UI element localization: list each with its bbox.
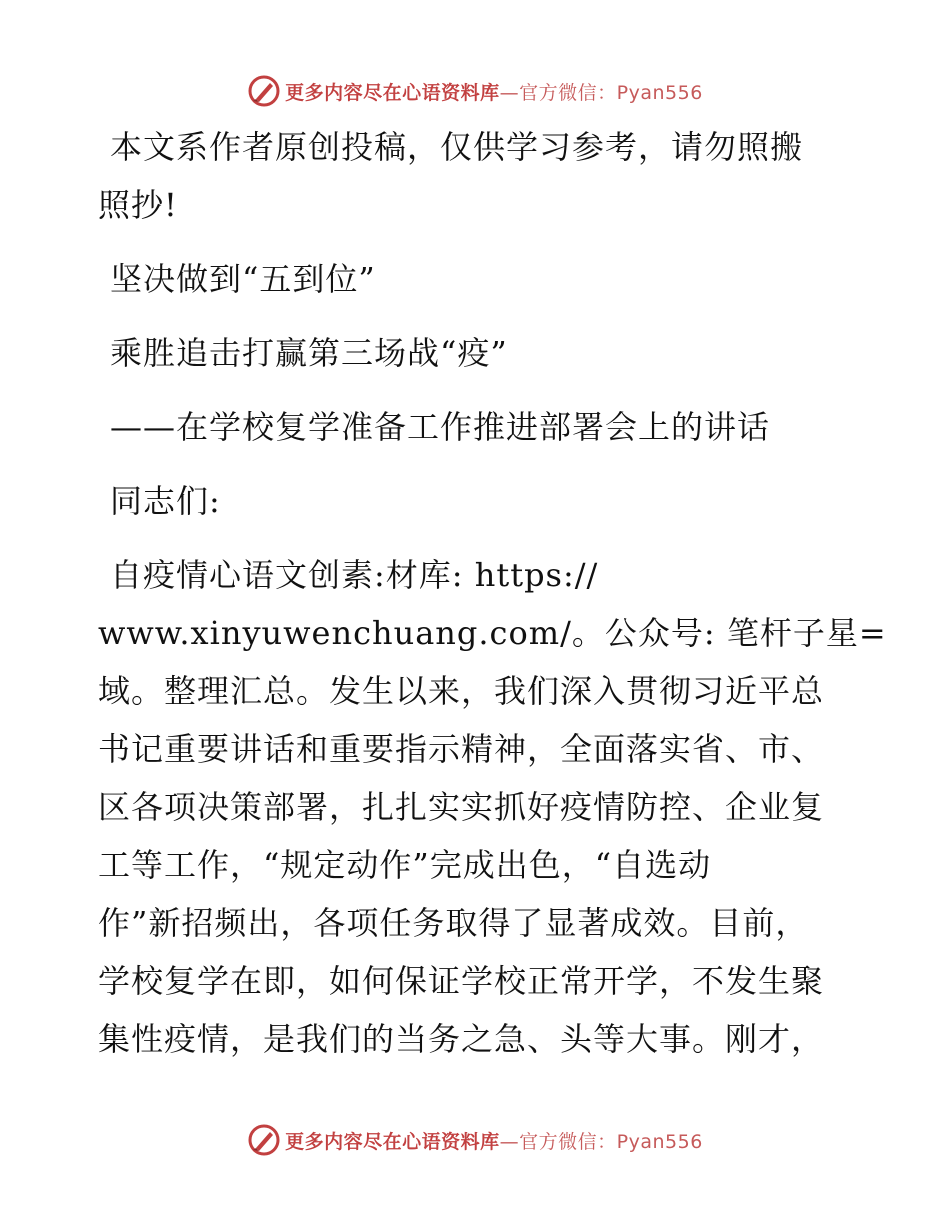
paragraph-line-6: 工等工作，“规定动作”完成出色，“自选动 bbox=[98, 846, 712, 884]
salutation: 同志们: bbox=[110, 482, 221, 520]
paragraph-line-9: 集性疫情，是我们的当务之急、头等大事。刚才， bbox=[98, 1020, 825, 1058]
watermark-dash: — bbox=[499, 81, 520, 104]
copyright-notice-line-2: 照抄! bbox=[98, 186, 178, 224]
paragraph-line-7: 作”新招频出，各项任务取得了显著成效。目前， bbox=[98, 904, 809, 942]
copyright-notice-line-1: 本文系作者原创投稿，仅供学习参考，请勿照搬 bbox=[110, 128, 804, 166]
watermark-text bbox=[285, 78, 703, 105]
quill-pen-logo-icon bbox=[247, 74, 281, 108]
paragraph-line-4: 书记重要讲话和重要指示精神，全面落实省、市、 bbox=[98, 730, 825, 768]
speech-subtitle: ——在学校复学准备工作推进部署会上的讲话 bbox=[110, 408, 771, 446]
paragraph-line-3: 域。整理汇总。发生以来，我们深入贯彻习近平总 bbox=[98, 672, 825, 710]
paragraph-line-5: 区各项决策部署，扎扎实实抓好疫情防控、企业复 bbox=[98, 788, 825, 826]
footer-watermark bbox=[0, 1120, 950, 1160]
paragraph-line-2: www.xinyuwenchuang.com/。公众号: 笔杆子星= bbox=[98, 614, 887, 652]
paragraph-line-1: 自疫情心语文创素:材库: https:// bbox=[110, 556, 599, 594]
paragraph-line-8: 学校复学在即，如何保证学校正常开学，不发生聚 bbox=[98, 962, 825, 1000]
speech-title-line-2: 乘胜追击打赢第三场战“疫” bbox=[110, 334, 508, 372]
quill-pen-logo-icon bbox=[247, 1123, 281, 1157]
watermark-suffix: 官方微信：Pyan556 bbox=[519, 81, 703, 104]
document-body bbox=[98, 118, 887, 1068]
watermark-prefix: 更多内容尽在心语资料库 bbox=[285, 81, 500, 104]
header-watermark bbox=[0, 71, 950, 111]
watermark-dash: — bbox=[499, 1130, 520, 1153]
watermark-suffix: 官方微信：Pyan556 bbox=[519, 1130, 703, 1153]
watermark-text bbox=[285, 1127, 703, 1154]
speech-title-line-1: 坚决做到“五到位” bbox=[110, 260, 376, 298]
watermark-prefix: 更多内容尽在心语资料库 bbox=[285, 1130, 500, 1153]
